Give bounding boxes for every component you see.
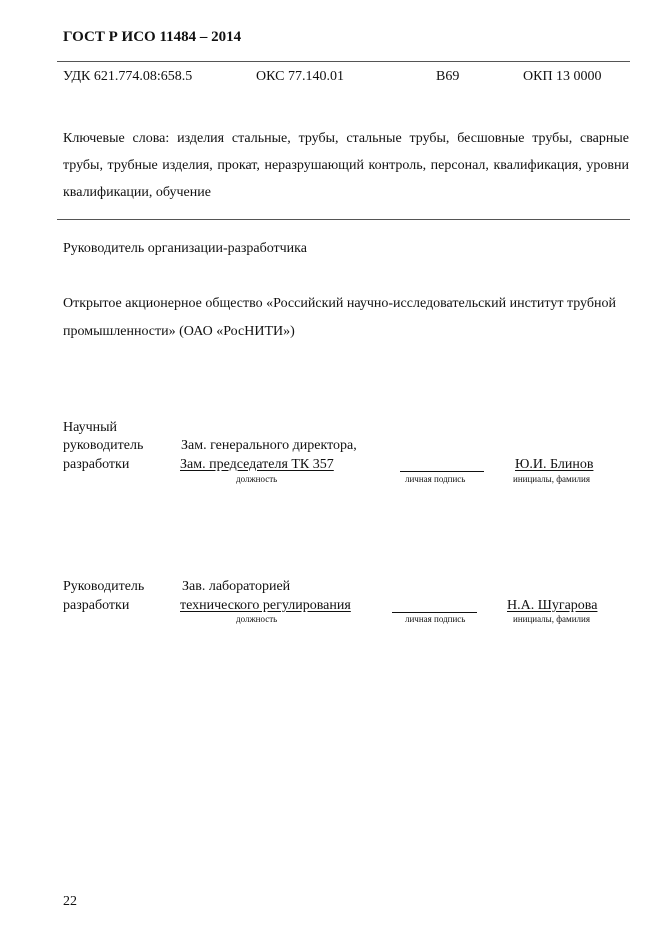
position-line-underlined: технического регулирования	[180, 598, 351, 613]
signer-name: Ю.И. Блинов	[515, 457, 594, 472]
keywords-divider	[57, 219, 630, 220]
caption-signature: личная подпись	[405, 474, 466, 484]
caption-position: должность	[236, 614, 278, 624]
caption-signature: личная подпись	[405, 614, 466, 624]
position-line: Зам. генерального директора,	[181, 438, 357, 453]
role-line: Руководитель	[63, 579, 145, 594]
standard-title: ГОСТ Р ИСО 11484 – 2014	[63, 29, 242, 45]
caption-name: инициалы, фамилия	[513, 474, 590, 484]
role-line: Научный	[63, 420, 118, 435]
oks-code: ОКС 77.140.01	[256, 69, 344, 84]
signer-name: Н.А. Шугарова	[507, 598, 598, 613]
okp-code: ОКП 13 0000	[523, 69, 602, 84]
position-line-underlined: Зам. председателя ТК 357	[180, 457, 334, 472]
signature-line	[400, 471, 484, 472]
role-line: руководитель	[63, 438, 144, 453]
developer-heading: Руководитель организации-разработчика	[63, 241, 307, 256]
signature-line	[392, 612, 477, 613]
udk-code: УДК 621.774.08:658.5	[63, 69, 193, 84]
caption-name: инициалы, фамилия	[513, 614, 590, 624]
role-line: разработки	[63, 457, 130, 472]
category-code: В69	[436, 69, 460, 84]
page-number: 22	[63, 894, 77, 909]
developer-organization: Открытое акционерное общество «Российский научно-исследовательский институт трубной промышленности» (ОАО «РосНИТИ»)	[63, 296, 616, 339]
keywords-paragraph: Ключевые слова: изделия стальные, трубы, стальные трубы, бесшовные трубы, сварные трубы, трубные изделия, прокат, неразрушающий контроль, персонал, квалификация, уровни квалификации, обучение	[63, 131, 629, 200]
position-line: Зав. лабораторией	[182, 579, 291, 594]
caption-position: должность	[236, 474, 278, 484]
header-divider	[57, 61, 630, 62]
role-line: разработки	[63, 598, 130, 613]
